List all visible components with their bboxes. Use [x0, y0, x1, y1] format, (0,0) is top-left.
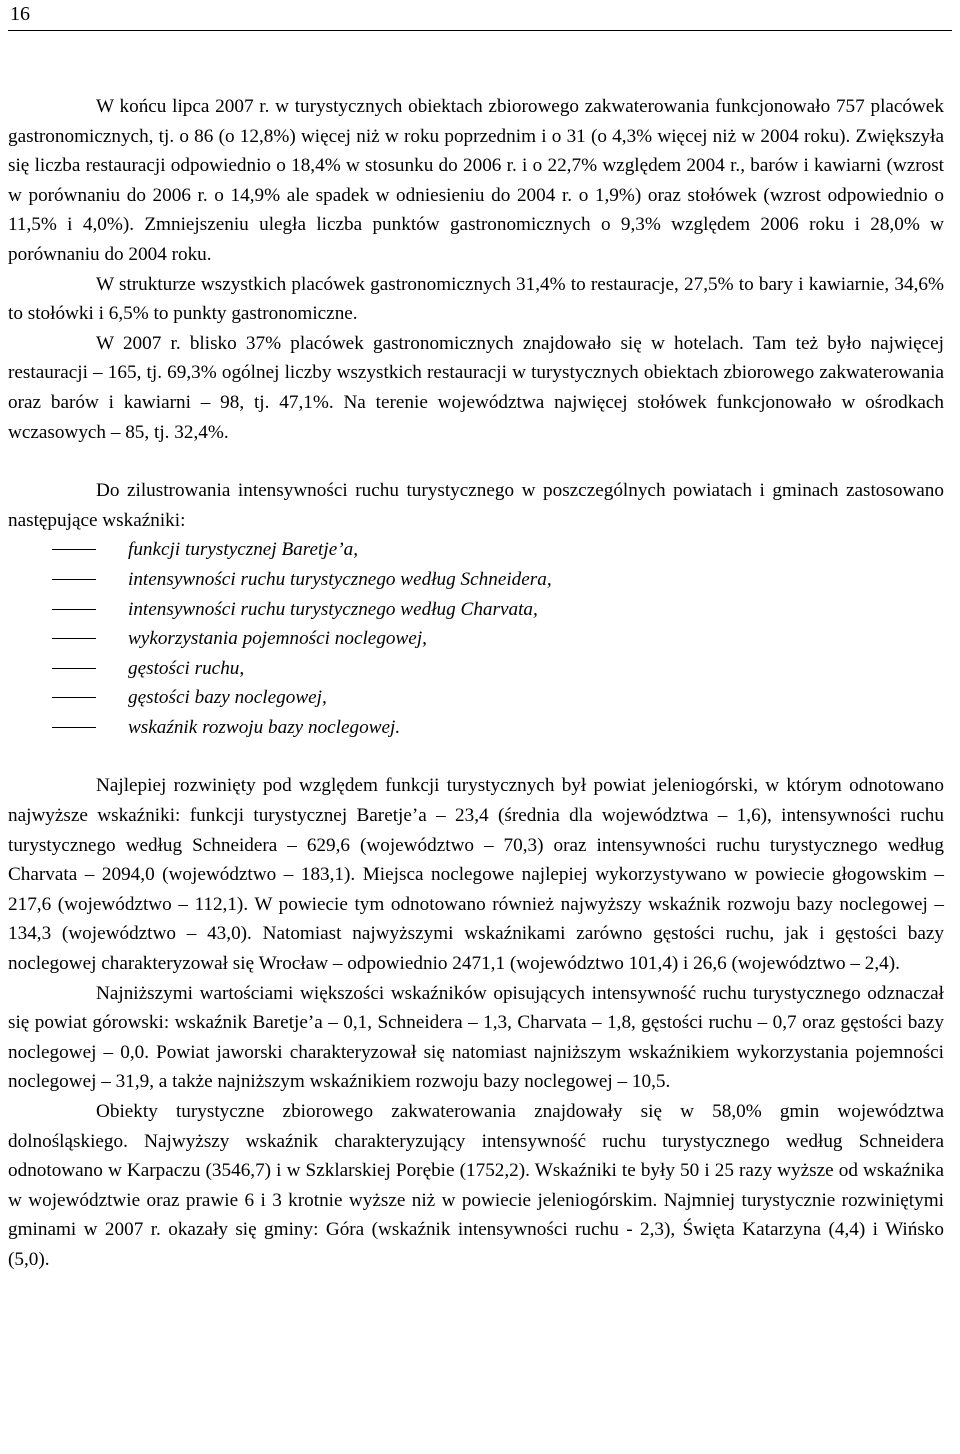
paragraph-gap — [8, 742, 944, 771]
list-item — [8, 535, 944, 565]
list-item — [8, 654, 944, 684]
dash-bullet — [52, 549, 96, 550]
indicator-list — [8, 535, 944, 742]
dash-bullet — [52, 579, 96, 580]
paragraph-gminas: Obiekty turystyczne zbiorowego zakwaterowania znajdowały się w 58,0% gmin województwa dolnośląskiego. Najwyższy wskaźnik charakteryzujący intensywność ruchu turystycznego według Schneidera odnotowano w Karpaczu (3546,7) i w Szklarskiej Porębie (1752,2). Wskaźniki te były 50 i 25 razy wyższe od wskaźnika w województwie oraz prawie 6 i 3 krotnie wyższe niż w powiecie jeleniogórskim. Najmniej turystycznie rozwiniętymi gminami w 2007 r. okazały się gminy: Góra (wskaźnik intensywności ruchu - 2,3), Święta Katarzyna (4,4) i Wińsko (5,0). — [8, 1101, 944, 1270]
paragraph-lowest-county: Najniższymi wartościami większości wskaźników opisujących intensywność ruchu turystycznego odznaczał się powiat górowski: wskaźnik Baretje’a – 0,1, Schneidera – 1,3, Charvata – 1,8, gęstości ruchu – 0,7 oraz gęstości bazy noclegowej – 0,0. Powiat jaworski charakteryzował się natomiast najniższym wskaźnikiem wykorzystania pojemności noclegowej – 31,9, a także najniższym wskaźnikiem rozwoju bazy noclegowej – 10,5. — [8, 982, 944, 1093]
list-item-text: intensywności ruchu turystycznego według Charvata, — [128, 598, 538, 620]
list-item — [8, 683, 944, 713]
list-item — [8, 595, 944, 625]
list-item-text: wskaźnik rozwoju bazy noclegowej. — [128, 716, 401, 738]
dash-bullet — [52, 697, 96, 698]
dash-bullet — [52, 638, 96, 639]
paragraph-gastronomy-hotels: W 2007 r. blisko 37% placówek gastronomicznych znajdowało się w hotelach. Tam też było najwięcej restauracji – 165, tj. 69,3% ogólnej liczby wszystkich restauracji w turystycznych obiektach zbiorowego zakwaterowania oraz barów i kawiarni – 98, tj. 47,1%. Na terenie województwa najwięcej stołówek funkcjonowało w ośrodkach wczasowych – 85, tj. 32,4%. — [8, 332, 944, 443]
list-item-text: gęstości ruchu, — [128, 657, 245, 679]
header-rule — [8, 30, 952, 31]
paragraph-gap — [8, 447, 944, 476]
list-item-text: funkcji turystycznej Baretje’a, — [128, 539, 358, 561]
paragraph-gastronomy-overview: W końcu lipca 2007 r. w turystycznych obiektach zbiorowego zakwaterowania funkcjonowało 757 placówek gastronomicznych, tj. o 86 (o 12,8%) więcej niż w roku poprzednim i o 31 (o 4,3% więcej niż w 2004 roku). Zwiększyła się liczba restauracji odpowiednio o 18,4% w stosunku do 2006 r. i o 22,7% względem 2004 r., barów i kawiarni (wzrost w porównaniu do 2006 r. o 14,9% ale spadek w odniesieniu do 2004 r. o 1,9%) oraz stołówek (wzrost odpowiednio o 11,5% i 4,0%). Zmniejszeniu uległa liczba punktów gastronomicznych o 9,3% względem 2006 roku i 28,0% w porównaniu do 2004 roku. — [8, 96, 944, 265]
list-item — [8, 624, 944, 654]
list-item — [8, 713, 944, 743]
page-number: 16 — [10, 3, 30, 25]
list-item-text: gęstości bazy noclegowej, — [128, 687, 327, 709]
document-body — [8, 92, 944, 1275]
list-item-text: wykorzystania pojemności noclegowej, — [128, 628, 427, 650]
paragraph-best-county: Najlepiej rozwinięty pod względem funkcji turystycznych był powiat jeleniogórski, w którym odnotowano najwyższe wskaźniki: funkcji turystycznej Baretje’a – 23,4 (średnia dla województwa – 1,6), intensywności ruchu turystycznego według Schneidera – 629,6 (województwo – 70,3) oraz intensywności ruchu turystycznego według Charvata – 2094,0 (województwo – 183,1). Miejsca noclegowe najlepiej wykorzystywano w powiecie głogowskim – 217,6 (województwo – 112,1). W powiecie tym odnotowano również najwyższy wskaźnik rozwoju bazy noclegowej – 134,3 (województwo – 43,0). Natomiast najwyższymi wskaźnikami zarówno gęstości ruchu, jak i gęstości bazy noclegowej charakteryzował się Wrocław – odpowiednio 2471,1 (województwo 101,4) i 26,6 (województwo – 2,4). — [8, 775, 944, 975]
paragraph-gastronomy-structure: W strukturze wszystkich placówek gastronomicznych 31,4% to restauracje, 27,5% to bary i kawiarnie, 34,6% to stołówki i 6,5% to punkty gastronomiczne. — [8, 273, 944, 325]
dash-bullet — [52, 727, 96, 728]
dash-bullet — [52, 609, 96, 610]
list-item-text: intensywności ruchu turystycznego według Schneidera, — [128, 568, 552, 590]
paragraph-indicators-intro: Do zilustrowania intensywności ruchu turystycznego w poszczególnych powiatach i gminach zastosowano następujące wskaźniki: — [8, 480, 944, 531]
dash-bullet — [52, 668, 96, 669]
list-item — [8, 565, 944, 595]
